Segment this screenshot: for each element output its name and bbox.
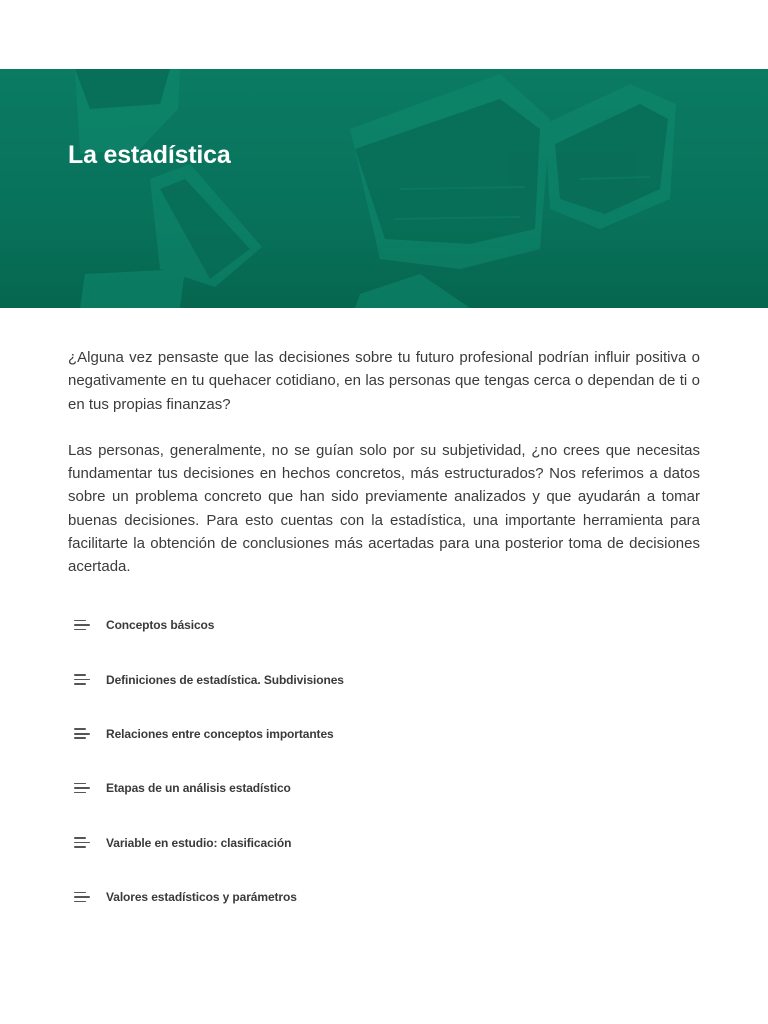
topic-label: Valores estadísticos y parámetros [106,890,297,905]
lines-icon [74,727,90,740]
topic-label: Etapas de un análisis estadístico [106,781,291,796]
topic-label: Conceptos básicos [106,618,215,633]
topic-item-definiciones[interactable] [68,652,700,706]
topic-item-conceptos-basicos[interactable] [68,598,700,652]
topic-label: Relaciones entre conceptos importantes [106,726,334,741]
topic-item-etapas[interactable] [68,761,700,815]
intro-paragraph: Las personas, generalmente, no se guían solo por su subjetividad, ¿no crees que necesitas fundamentar tus decisiones en hechos concretos, más estructurados? Nos referimos a datos sobre un problema concreto que han sido previamente analizados y que ayudarán a tomar buenas decisiones. Para esto cuentas con la estadística, una importante herramienta para facilitarte la obtención de conclusiones más acertadas para una posterior toma de decisiones acertada. [68,441,700,576]
intro-text [68,346,700,602]
topic-item-valores[interactable] [68,870,700,924]
lines-icon [74,836,90,849]
lines-icon [74,619,90,632]
lines-icon [74,891,90,904]
topic-item-relaciones[interactable] [68,707,700,761]
lines-icon [74,782,90,795]
intro-paragraph: ¿Alguna vez pensaste que las decisiones sobre tu futuro profesional podrían influir positiva o negativamente en tu quehacer cotidiano, en las personas que tengas cerca o dependan de ti o en tus propias finanzas? [68,349,700,413]
page-title: La estadística [68,141,231,169]
hero-banner [0,69,768,308]
lines-icon [74,673,90,686]
topic-list [68,598,700,924]
topic-label: Variable en estudio: clasificación [106,835,292,850]
topic-item-variable[interactable] [68,816,700,870]
architecture-background-image [0,69,768,308]
topic-label: Definiciones de estadística. Subdivisiones [106,672,344,687]
